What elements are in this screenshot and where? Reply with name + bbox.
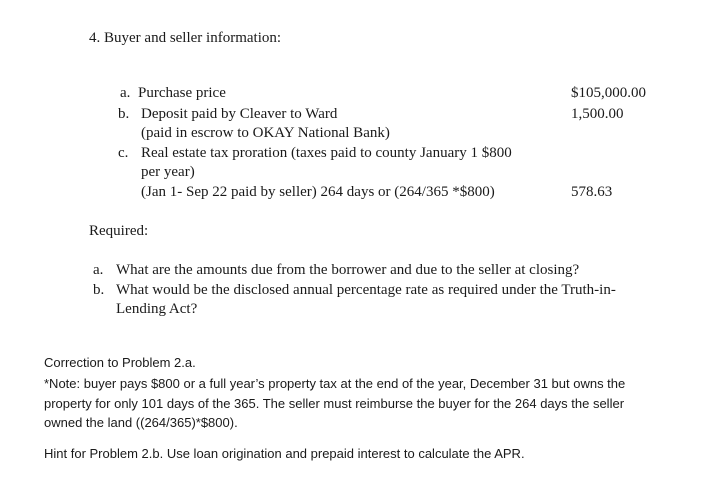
- item-c-label-line1: Real estate tax proration (taxes paid to county January 1 $800: [141, 145, 512, 161]
- hint-text: Hint for Problem 2.b. Use loan origination and prepaid interest to calculate the APR.: [44, 446, 525, 461]
- item-a-marker: a.: [120, 85, 131, 101]
- item-b-note: (paid in escrow to OKAY National Bank): [141, 125, 390, 141]
- item-b-label: Deposit paid by Cleaver to Ward: [141, 106, 338, 122]
- correction-note-line3: owned the land ((264/365)*$800).: [44, 415, 238, 430]
- item-c-note: (Jan 1- Sep 22 paid by seller) 264 days or (264/365 *$800): [141, 184, 495, 200]
- correction-title: Correction to Problem 2.a.: [44, 355, 196, 370]
- question-a-text: What are the amounts due from the borrower and due to the seller at closing?: [116, 262, 580, 278]
- item-c-label-line2: per year): [141, 164, 195, 180]
- correction-note-line2: property for only 101 days of the 365. The seller must reimburse the buyer for the 264 days the seller: [44, 396, 625, 411]
- item-b-marker: b.: [118, 106, 130, 122]
- item-c-marker: c.: [118, 145, 129, 161]
- item-b-value: 1,500.00: [571, 106, 624, 122]
- item-a-label: Purchase price: [138, 85, 226, 101]
- required-heading: Required:: [89, 223, 149, 239]
- question-b-marker: b.: [93, 282, 105, 298]
- section-title: 4. Buyer and seller information:: [89, 30, 282, 46]
- question-a-marker: a.: [93, 262, 104, 278]
- item-c-value: 578.63: [571, 184, 613, 200]
- item-a-value: $105,000.00: [571, 85, 646, 101]
- correction-note-line1: *Note: buyer pays $800 or a full year’s property tax at the end of the year, December 31 but owns the: [44, 376, 626, 391]
- question-b-text-line1: What would be the disclosed annual percentage rate as required under the Truth-in-: [116, 282, 616, 298]
- question-b-text-line2: Lending Act?: [116, 301, 198, 317]
